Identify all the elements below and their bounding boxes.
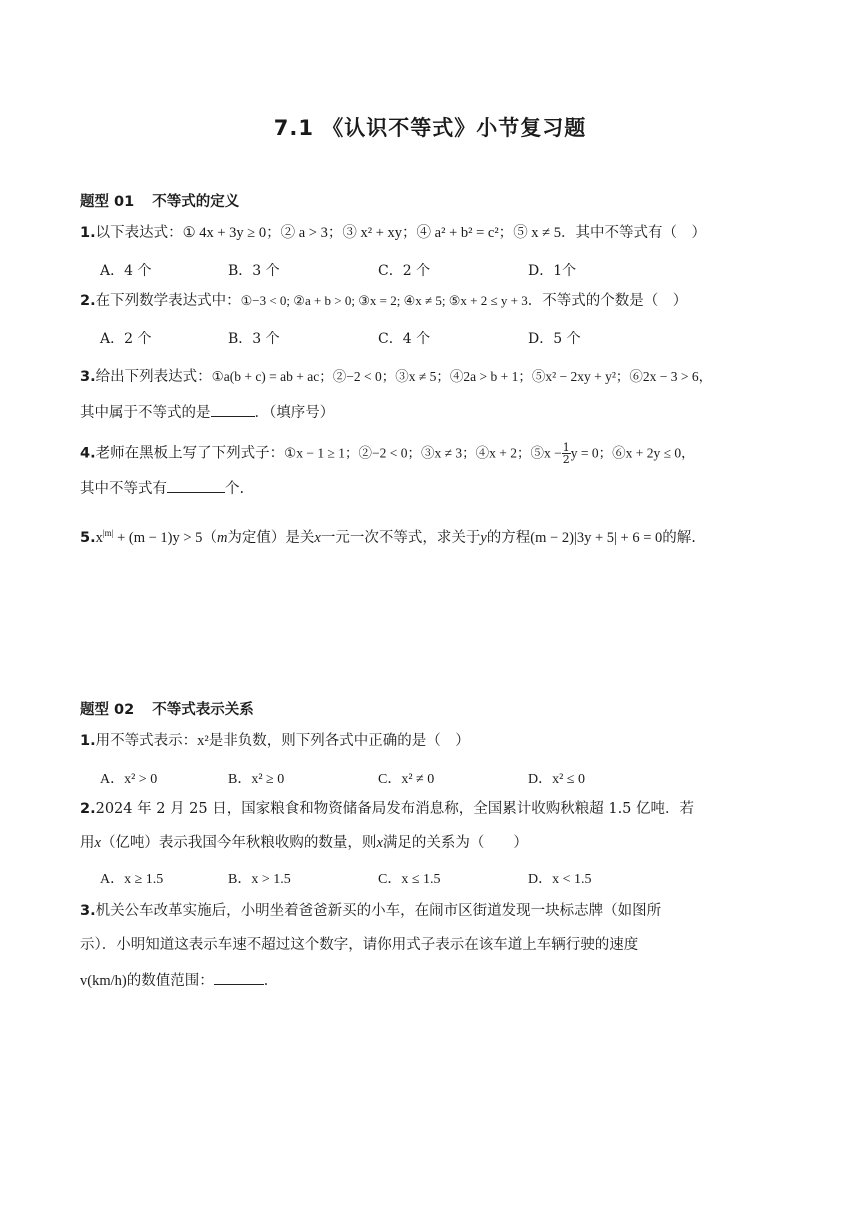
question-1 — [80, 222, 706, 244]
option-a[interactable]: A．4 个 — [100, 263, 152, 279]
question-text: （亿吨）表示我国今年秋粮收购的数量，则 — [100, 835, 377, 851]
question-number: 3. — [80, 903, 96, 919]
expression: ①a(b + c) = ab + ac；②−2 < 0；③x ≠ 5；④2a > b + 1；⑤x² − 2xy + y²；⑥2x − 3 > 6， — [211, 369, 713, 384]
expression: ①−3 < 0; ②a + b > 0; ③x = 2; ④x ≠ 5; ⑤x + 2 ≤ y + 3 — [240, 293, 528, 308]
question-text: （ — [202, 529, 217, 546]
question-tail: 个. — [225, 481, 245, 497]
option-b[interactable]: B．x > 1.5 — [228, 872, 291, 887]
question-text: 的数值范围： — [126, 973, 214, 989]
fraction-numerator: 1 — [562, 441, 570, 454]
question-text: 机关公车改革实施后，小明坐着爸爸新买的小车，在闹市区街道发现一块标志牌（如图所 — [95, 903, 662, 919]
option-b[interactable]: B．3 个 — [228, 331, 280, 347]
question-tail: 满足的关系为（ ） — [382, 835, 528, 851]
answer-blank[interactable] — [211, 402, 255, 417]
question-tail: ．不等式的个数是（ ） — [527, 293, 688, 309]
section-heading-1 — [80, 190, 239, 211]
expression: ② a > 3； — [280, 225, 343, 241]
expression: + (m − 1)y > 5 — [113, 529, 203, 546]
question-text: 其中属于不等式的是 — [80, 405, 211, 421]
question-2 — [80, 290, 687, 312]
question-text: 为定值）是关 — [227, 529, 315, 546]
question-lead: 用不等式表示： — [95, 733, 198, 749]
page-title: 7.1 《认识不等式》小节复习题 — [273, 116, 587, 140]
expression: x — [95, 529, 103, 546]
question-4-line-2 — [80, 478, 244, 500]
question-text: 的方程 — [486, 529, 531, 546]
question-6 — [80, 730, 470, 752]
question-8 — [80, 900, 661, 922]
question-number: 5. — [80, 529, 96, 546]
expression: v(km/h) — [80, 973, 127, 989]
option-c[interactable]: C．2 个 — [378, 263, 431, 279]
expression: ① 4x + 3y ≥ 0； — [182, 225, 281, 241]
exponent: |m| — [102, 528, 114, 538]
section-label: 题型 01 — [80, 194, 135, 210]
expression: x² — [197, 733, 209, 749]
question-8-line-2 — [80, 934, 638, 956]
question-lead: 给出下列表达式： — [95, 369, 212, 385]
variable: x — [94, 835, 101, 851]
question-number: 4. — [80, 445, 96, 462]
question-7-line-2 — [80, 832, 528, 854]
option-c[interactable]: C．x ≤ 1.5 — [378, 872, 441, 887]
question-tail: 的解. — [662, 529, 696, 546]
expression: ⑤ x ≠ 5 — [513, 225, 562, 241]
option-d[interactable]: D．5 个 — [528, 331, 581, 347]
expression: (m − 2)|3y + 5| + 6 = 0 — [530, 529, 663, 546]
option-a[interactable]: A．2 个 — [100, 331, 152, 347]
question-tail: ． — [263, 973, 279, 989]
question-3 — [80, 366, 712, 388]
question-text: 一元一次不等式，求关于 — [320, 529, 481, 546]
option-a[interactable]: A．x ≥ 1.5 — [100, 872, 164, 887]
section-name: 不等式的定义 — [152, 194, 240, 210]
expression: y = 0；⑥x + 2y ≤ 0， — [570, 445, 695, 461]
fraction-denominator: 2 — [562, 453, 570, 466]
answer-blank[interactable] — [214, 970, 264, 985]
option-c[interactable]: C．4 个 — [378, 331, 431, 347]
expression: ③ x² + xy； — [342, 225, 417, 241]
variable: x — [314, 529, 321, 546]
question-5 — [80, 522, 696, 549]
option-b[interactable]: B．x² ≥ 0 — [228, 772, 285, 787]
question-tail: 是非负数，则下列各式中正确的是（ ） — [208, 733, 470, 749]
option-d[interactable]: D．1个 — [528, 263, 577, 279]
question-lead: 老师在黑板上写了下列式子： — [95, 445, 285, 462]
expression: ④ a² + b² = c²； — [416, 225, 514, 241]
option-c[interactable]: C．x² ≠ 0 — [378, 772, 435, 787]
question-number: 2. — [80, 801, 96, 817]
question-number: 3. — [80, 369, 96, 385]
option-b[interactable]: B．3 个 — [228, 263, 280, 279]
question-number: 2. — [80, 293, 96, 309]
question-7 — [80, 798, 694, 820]
question-lead: 在下列数学表达式中： — [95, 293, 241, 309]
section-heading-2 — [80, 698, 254, 719]
question-4 — [80, 442, 695, 465]
expression: ①x − 1 ≥ 1；②−2 < 0；③x ≠ 3；④x + 2；⑤x − — [284, 445, 562, 461]
question-tail: ．其中不等式有（ ） — [561, 225, 707, 241]
section-label: 题型 02 — [80, 702, 135, 718]
section-name: 不等式表示关系 — [152, 702, 254, 718]
question-text: 2024 年 2 月 25 日，国家粮食和物资储备局发布消息称，全国累计收购秋粮超 1.5 亿吨．若 — [95, 801, 695, 817]
option-a[interactable]: A．x² > 0 — [100, 772, 158, 787]
fraction-one-half — [562, 442, 571, 465]
question-text: 其中不等式有 — [80, 481, 167, 497]
answer-blank[interactable] — [167, 478, 225, 493]
variable: x — [376, 835, 383, 851]
question-number: 1. — [80, 733, 96, 749]
question-tail: ．（填序号） — [254, 405, 335, 421]
question-text: 示）．小明知道这表示车速不超过这个数字，请你用式子表示在该车道上车辆行驶的速度 — [80, 937, 639, 953]
variable: m — [216, 529, 228, 546]
question-lead: 以下表达式： — [95, 225, 183, 241]
question-3-line-2 — [80, 402, 334, 424]
option-d[interactable]: D．x < 1.5 — [528, 872, 592, 887]
question-number: 1. — [80, 225, 96, 241]
option-d[interactable]: D．x² ≤ 0 — [528, 772, 585, 787]
question-text: 用 — [80, 835, 95, 851]
variable: y — [480, 529, 487, 546]
question-8-line-3 — [80, 970, 278, 992]
